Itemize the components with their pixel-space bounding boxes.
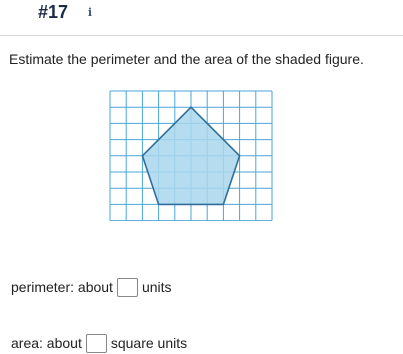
problem-number: #17 xyxy=(38,2,69,22)
area-units-label: square units xyxy=(110,335,188,351)
info-icon[interactable]: i xyxy=(87,6,93,19)
perimeter-answer-row xyxy=(11,276,172,298)
area-input[interactable] xyxy=(86,334,107,353)
perimeter-units-label: units xyxy=(141,279,172,295)
header-divider xyxy=(0,35,403,36)
perimeter-label: perimeter: about xyxy=(11,279,113,295)
problem-header xyxy=(0,0,403,30)
shaded-pentagon xyxy=(142,107,239,204)
perimeter-input[interactable] xyxy=(117,278,138,297)
question-text: Estimate the perimeter and the area of the shaded figure. xyxy=(9,51,364,67)
shaded-figure-grid xyxy=(108,89,274,221)
area-answer-row xyxy=(11,332,187,354)
area-label: area: about xyxy=(11,335,82,351)
